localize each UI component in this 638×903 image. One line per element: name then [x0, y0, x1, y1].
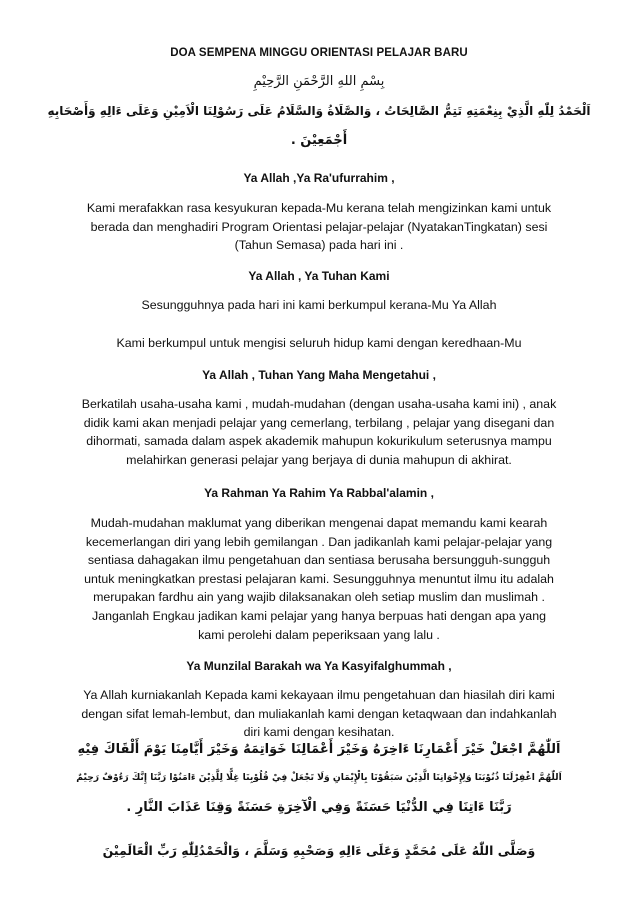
- section-heading-tuhan-kami: Ya Allah , Ya Tuhan Kami: [248, 269, 390, 283]
- opening-arabic-line-2: أَجْمَعِيْنَ .: [290, 133, 348, 148]
- basmalah: بِسْمِ اللهِ الرَّحْمَنِ الرَّحِيْمِ: [253, 74, 385, 89]
- document-title: DOA SEMPENA MINGGU ORIENTASI PELAJAR BARU: [170, 47, 468, 59]
- paragraph-kesyukuran: Kami merafakkan rasa kesyukuran kepada-Mu kerana telah mengizinkan kami untuk berada dan menghadiri Program Orientasi pelajar-pelajar (NyatakanTingkatan) sesi (Tahun Semasa) pada hari ini .: [86, 201, 552, 253]
- paragraph-berkatilah: Berkatilah usaha-usaha kami , mudah-mudahan (dengan usaha-usaha kami ini) , anak didik kami akan menjadi pelajar yang cemerlang, terbilang , pelajar yang disegani dan dihormati, samada dalam aspek akademik mahupun kokurikulum seterusnya mampu melahirkan generasi pelajar yang berjaya di dunia mahupun di akhirat.: [81, 397, 557, 467]
- paragraph-kurniakanlah: Ya Allah kurniakanlah Kepada kami kekayaan ilmu pengetahuan dan hiasilah diri kami dengan sifat lemah-lembut, dan muliakanlah kami dengan ketaqwaan dan indahkanlah diri kami dengan kesihatan.: [81, 688, 557, 740]
- closing-arabic-line-4: وَصَلَّى اللّٰهُ عَلَى مُحَمَّدٍ وَعَلَى ءَالِهِ وَصَحْبِهِ وَسَلَّمَ ، وَالْحَمْدُلِلّٰهِ رَبِّ الْعَالَمِيْنَ: [102, 843, 536, 858]
- section-heading-rabbal-alamin: Ya Rahman Ya Rahim Ya Rabbal'alamin ,: [204, 486, 434, 500]
- closing-arabic-line-1: اَللّٰهُمَّ اجْعَلْ خَيْرَ أَعْمَارِنَا ءَاخِرَهُ وَخَيْرَ أَعْمَالِنَا خَوَاتِمَهُ وَخَيْرَ أَيَّامِنَا يَوْمَ أَلْقَاكَ فِيْهِ: [77, 742, 561, 757]
- paragraph-berkumpul-2: Kami berkumpul untuk mengisi seluruh hidup kami dengan keredhaan-Mu: [116, 336, 522, 350]
- opening-arabic-line-1: اَلْحَمْدُ لِلّٰهِ الَّذِيْ بِنِعْمَتِهِ تَتِمُّ الصَّالِحَاتُ ، وَالصَّلَاةُ وَالسَّلَامُ عَلَى رَسُوْلِنَا الْاَمِيْنِ وَعَلَى ءَالِهِ وَأَصْحَابِهِ: [47, 104, 591, 118]
- section-heading-raufurrahim: Ya Allah ,Ya Ra'ufurrahim ,: [243, 171, 395, 185]
- section-heading-munzilal-barakah: Ya Munzilal Barakah wa Ya Kasyifalghummah ,: [186, 659, 452, 673]
- closing-arabic-line-3: رَبَّنَا ءَاتِنَا فِي الدُّنْيَا حَسَنَةً وَفِي الْآخِرَةِ حَسَنَةً وَقِنَا عَذَابَ النَّارِ .: [126, 800, 512, 815]
- paragraph-berkumpul-1: Sesungguhnya pada hari ini kami berkumpul kerana-Mu Ya Allah: [141, 298, 497, 312]
- section-heading-maha-mengetahui: Ya Allah , Tuhan Yang Maha Mengetahui ,: [202, 368, 436, 382]
- paragraph-maklumat: Mudah-mudahan maklumat yang diberikan mengenai dapat memandu kami kearah kecemerlangan diri yang lebih gemilangan . Dan jadikanlah kami pelajar-pelajar yang sentiasa dahagakan ilmu pengetahuan dan sentiasa berusaha bersungguh-sungguh untuk meningkatkan prestasi pelajaran kami. Sesungguhnya menuntut ilmu itu adalah merupakan fardhu ain yang wajib dilaksanakan oleh setiap muslim dan muslimah . Janganlah Engkau jadikan kami pelajar yang hanya berpuas hati dengan apa yang kami perolehi dalam peperiksaan yang lalu .: [84, 516, 554, 642]
- closing-arabic-line-2: اَللّٰهُمَّ اغْفِرْلَنَا ذُنُوْبَنَا وَلِإِخْوَانِنَا الَّذِيْنَ سَبَقُوْنَا بِالْإِيْمَانِ وَلَا تَجْعَلْ فِيْ قُلُوْبِنَا غِلًّا لِلَّذِيْنَ ءَامَنُوْا رَبَّنَا إِنَّكَ رَءُوْفٌ رَحِيْمٌ: [76, 772, 562, 783]
